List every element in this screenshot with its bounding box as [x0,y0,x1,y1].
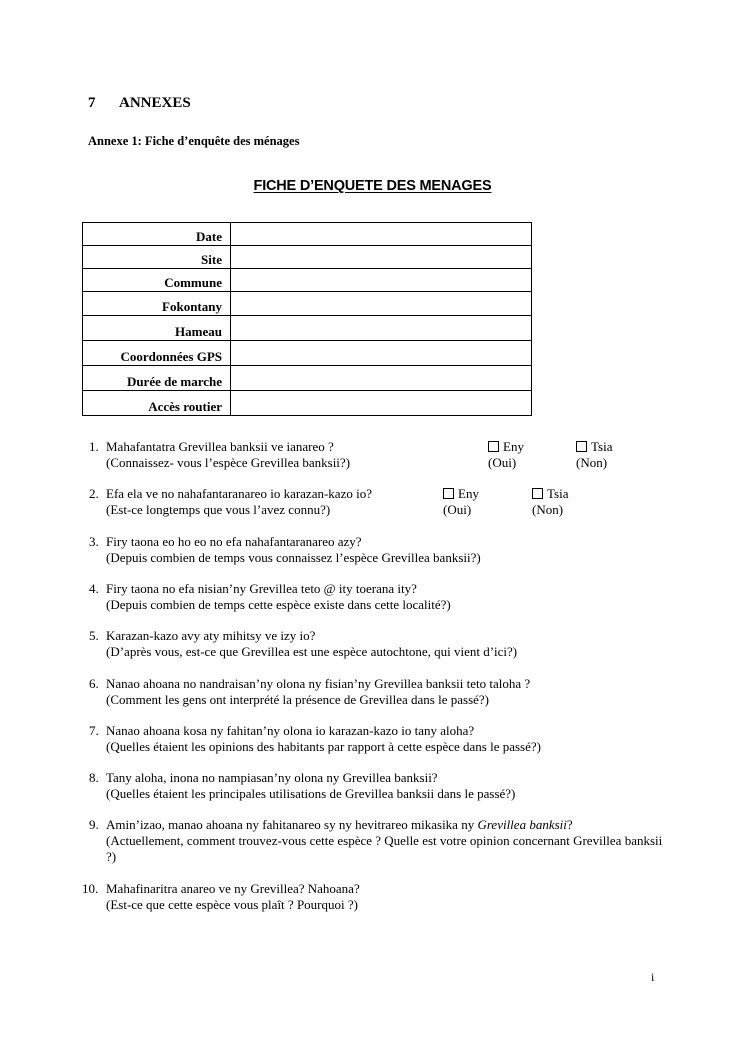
row-label-hameau: Hameau [83,316,231,341]
checkbox-icon[interactable] [532,488,543,499]
question-text-mg: Firy taona eo ho eo no efa nahafantaranareo azy? [106,534,362,549]
question-2 [89,486,669,518]
row-label-acces: Accès routier [83,391,231,416]
row-value-fokontany[interactable] [231,292,532,316]
question-text-mg: Nanao ahoana no nandraisan’ny olona ny fisian’ny Grevillea banksii teto taloha ? [106,676,531,691]
section-number: 7 [88,95,96,111]
row-value-commune[interactable] [231,269,532,292]
identification-table [82,222,532,416]
question-text-mg: Firy taona no efa nisian’ny Grevillea teto @ ity toerana ity? [106,581,417,596]
table-row [83,341,532,366]
question-text-mg [106,817,664,833]
question-text-fr: (Quelles étaient les opinions des habitants par rapport à cette espèce dans le passé?) [106,739,541,754]
question-7 [89,723,669,755]
question-10 [82,881,662,913]
row-label-date: Date [83,223,231,246]
question-text-mg: Mahafantatra Grevillea banksii ve ianareo ? [106,439,334,454]
q1-option-yes[interactable] [488,439,524,471]
question-9 [89,817,664,865]
question-text-fr: (Quelles étaient les principales utilisations de Grevillea banksii dans le passé?) [106,786,516,801]
row-label-duree: Durée de marche [83,366,231,391]
question-text-mg-end: ? [566,817,573,832]
option-translation: (Non) [576,455,608,470]
checkbox-icon[interactable] [488,441,499,452]
option-label: Tsia [591,439,613,454]
table-row [83,246,532,269]
question-number: 9. [89,817,99,832]
option-translation: (Oui) [443,502,472,517]
q1-option-no[interactable] [576,439,612,471]
row-value-hameau[interactable] [231,316,532,341]
row-value-gps[interactable] [231,341,532,366]
question-text-mg-part: Amin’izao, manao ahoana ny fahitanareo sy ny hevitrareo mikasika ny [106,817,478,832]
row-label-commune: Commune [83,269,231,292]
table-row [83,269,532,292]
species-name: Grevillea banksii [477,817,567,832]
question-number: 1. [89,439,99,454]
question-number: 8. [89,770,99,785]
option-label: Eny [458,486,479,501]
section-title: ANNEXES [119,95,191,111]
question-text-mg: Mahafinaritra anareo ve ny Grevillea? Nahoana? [106,881,360,896]
row-value-date[interactable] [231,223,532,246]
question-5 [89,628,669,660]
question-number: 2. [89,486,99,501]
row-label-gps: Coordonnées GPS [83,341,231,366]
question-number: 4. [89,581,99,596]
option-translation: (Non) [532,502,564,517]
question-number: 5. [89,628,99,643]
question-number: 6. [89,676,99,691]
question-text-fr: (Actuellement, comment trouvez-vous cette espèce ? Quelle est votre opinion concernant Grevillea banksii ?) [106,833,663,864]
question-number: 3. [89,534,99,549]
question-3 [89,534,669,566]
question-text-fr: (Depuis combien de temps vous connaissez l’espèce Grevillea banksii?) [106,550,481,565]
row-value-acces[interactable] [231,391,532,416]
option-translation: (Oui) [488,455,517,470]
question-text-fr: (Connaissez- vous l’espèce Grevillea banksii?) [106,455,351,470]
q2-option-yes[interactable] [443,486,479,518]
question-text-fr: (Comment les gens ont interprété la présence de Grevillea dans le passé?) [106,692,489,707]
q2-option-no[interactable] [532,486,568,518]
row-label-site: Site [83,246,231,269]
question-8 [89,770,669,802]
option-label: Tsia [547,486,569,501]
table-row [83,316,532,341]
table-row [83,223,532,246]
question-text-mg: Karazan-kazo avy aty mihitsy ve izy io? [106,628,316,643]
question-text-fr: (D’après vous, est-ce que Grevillea est une espèce autochtone, qui vient d’ici?) [106,644,518,659]
table-row [83,292,532,316]
checkbox-icon[interactable] [443,488,454,499]
question-4 [89,581,669,613]
form-title [0,178,745,194]
table-row [83,366,532,391]
question-text-mg: Efa ela ve no nahafantaranareo io karazan-kazo io? [106,486,372,501]
question-text-mg: Nanao ahoana kosa ny fahitan’ny olona io karazan-kazo io tany aloha? [106,723,475,738]
row-value-site[interactable] [231,246,532,269]
form-title-text: FICHE D’ENQUETE DES MENAGES [253,178,492,194]
checkbox-icon[interactable] [576,441,587,452]
question-text-fr: (Est-ce que cette espèce vous plaît ? Pourquoi ?) [106,897,358,912]
option-label: Eny [503,439,524,454]
question-text-mg: Tany aloha, inona no nampiasan’ny olona ny Grevillea banksii? [106,770,438,785]
question-number: 10. [82,881,99,896]
annex-title: Annexe 1: Fiche d’enquête des ménages [88,134,300,148]
row-value-duree[interactable] [231,366,532,391]
question-text-fr: (Depuis combien de temps cette espèce existe dans cette localité?) [106,597,451,612]
question-number: 7. [89,723,99,738]
page-number: i [651,970,655,984]
question-text-fr: (Est-ce longtemps que vous l’avez connu?) [106,502,331,517]
table-row [83,391,532,416]
row-label-fokontany: Fokontany [83,292,231,316]
section-heading [88,95,191,112]
question-6 [89,676,669,708]
